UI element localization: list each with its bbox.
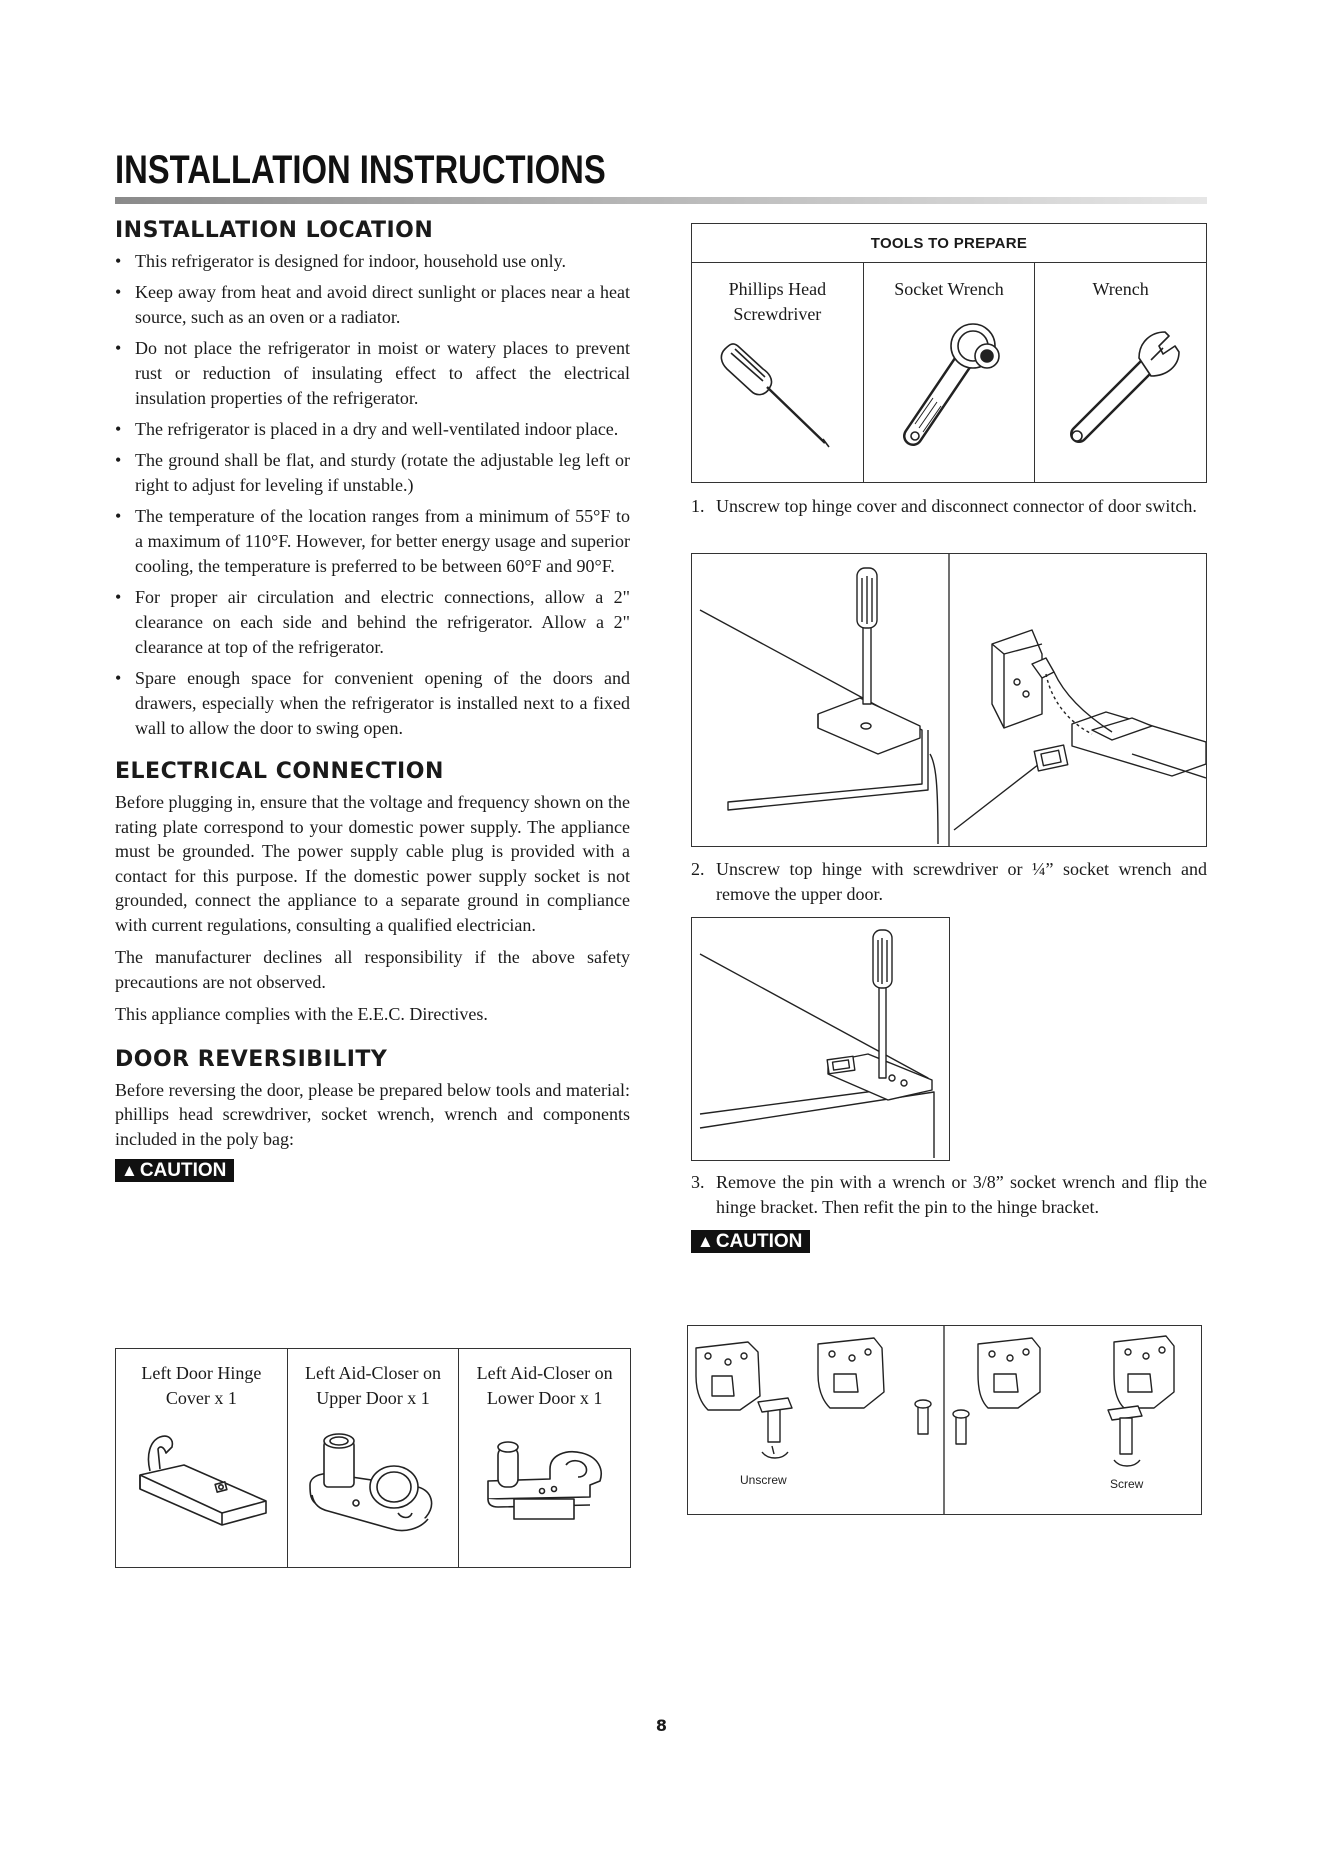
electrical-connection-heading: ELECTRICAL CONNECTION [115, 759, 444, 784]
step-2 [691, 857, 1207, 906]
electrical-paragraph: This appliance complies with the E.E.C. Directives. [115, 1004, 488, 1024]
door-reversibility-intro: Before reversing the door, please be prepared below tools and material: phillips head screwdriver, socket wrench, wrench and components included in the poly bag: [115, 1079, 630, 1149]
part-label: Left Aid-Closer on Lower Door x 1 [476, 1363, 613, 1408]
tools-header: TOOLS TO PREPARE [692, 224, 1207, 263]
unscrew-label: Unscrew [740, 1473, 787, 1487]
list-item: • Do not place the refrigerator in moist or watery places to prevent rust or reduction of insulating effect to affect the electrical insulation properties of the refrigerator. [115, 336, 630, 411]
part-cell [116, 1349, 288, 1568]
page-title: INSTALLATION INSTRUCTIONS [115, 148, 606, 192]
step-text: Unscrew top hinge with screwdriver or ¼” socket wrench and remove the upper door. [716, 859, 1207, 904]
hinge-cover-icon [126, 1425, 276, 1535]
step-text: Unscrew top hinge cover and disconnect connector of door switch. [716, 496, 1197, 516]
part-label: Left Door Hinge Cover x 1 [141, 1363, 262, 1408]
list-item: • The temperature of the location ranges from a minimum of 55°F to a maximum of 110°F. However, for better energy usage and superior cooling, the temperature is preferred to be between 60°F and 90°F. [115, 504, 630, 579]
part-cell [287, 1349, 459, 1568]
hinge-pin-flip-illustration [688, 1326, 1201, 1514]
wrench-icon [1051, 310, 1191, 460]
caution-badge [691, 1230, 810, 1253]
left-column [115, 218, 630, 1182]
top-hinge-removal-illustration [692, 918, 949, 1160]
step-number: 1. [691, 496, 705, 516]
step-text: Remove the pin with a wrench or 3/8” socket wrench and flip the hinge bracket. Then refit the pin to the hinge bracket. [716, 1172, 1207, 1217]
step-number: 2. [691, 859, 705, 879]
caution-badge [115, 1159, 234, 1182]
page-number: 8 [655, 1716, 668, 1735]
tool-cell [1035, 263, 1207, 483]
list-item: • For proper air circulation and electric connections, allow a 2" clearance on each side and behind the refrigerator. Allow a 2" clearance at top of the refrigerator. [115, 585, 630, 660]
tool-label: Wrench [1092, 279, 1149, 299]
tools-table [691, 223, 1207, 483]
warning-triangle-icon: ▲ [121, 1161, 138, 1180]
tool-cell [863, 263, 1035, 483]
tool-label: Phillips Head Screwdriver [728, 279, 827, 324]
part-cell [459, 1349, 631, 1568]
step-3 [691, 1170, 1207, 1219]
list-item: • This refrigerator is designed for indoor, household use only. [115, 249, 630, 274]
step-3-figure [687, 1325, 1202, 1515]
upper-aid-closer-icon [298, 1425, 448, 1540]
socket-wrench-icon [879, 310, 1019, 460]
step-1-figure [691, 553, 1207, 847]
part-label: Left Aid-Closer on Upper Door x 1 [304, 1363, 441, 1408]
list-item: • The refrigerator is placed in a dry and well-ventilated indoor place. [115, 417, 630, 442]
list-item: • Spare enough space for convenient opening of the doors and drawers, especially when the refrigerator is installed next to a fixed wall to allow the door to swing open. [115, 666, 630, 741]
step-number: 3. [691, 1172, 705, 1192]
electrical-paragraph: The manufacturer declines all responsibility if the above safety precautions are not observed. [115, 947, 630, 992]
step-1 [691, 494, 1207, 519]
list-item: • The ground shall be flat, and sturdy (rotate the adjustable leg left or right to adjust for leveling if unstable.) [115, 448, 630, 498]
lower-aid-closer-icon [470, 1425, 620, 1535]
electrical-paragraph: Before plugging in, ensure that the voltage and frequency shown on the rating plate correspond to your domestic power supply. The appliance must be grounded. The power supply cable plug is provided with a contact for this purpose. If the domestic power supply socket is not grounded, connect the appliance to a separate ground in compliance with current regulations, consulting a qualified electrician. [115, 792, 630, 935]
screw-label: Screw [1110, 1477, 1144, 1491]
caution-label: CAUTION [715, 1231, 803, 1252]
screwdriver-icon [707, 335, 847, 455]
title-rule [115, 197, 1207, 204]
step-2-figure [691, 917, 950, 1161]
tool-label: Socket Wrench [894, 279, 1004, 299]
installation-location-list [115, 249, 630, 741]
door-reversibility-heading: DOOR REVERSIBILITY [115, 1046, 388, 1072]
list-item: • Keep away from heat and avoid direct sunlight or places near a heat source, such as an oven or a radiator. [115, 280, 630, 330]
caution-label: CAUTION [139, 1160, 227, 1181]
tool-cell [692, 263, 864, 483]
hinge-cover-removal-illustration [692, 554, 1206, 846]
warning-triangle-icon: ▲ [697, 1232, 714, 1251]
parts-table [115, 1348, 631, 1568]
installation-location-heading: INSTALLATION LOCATION [115, 218, 434, 243]
